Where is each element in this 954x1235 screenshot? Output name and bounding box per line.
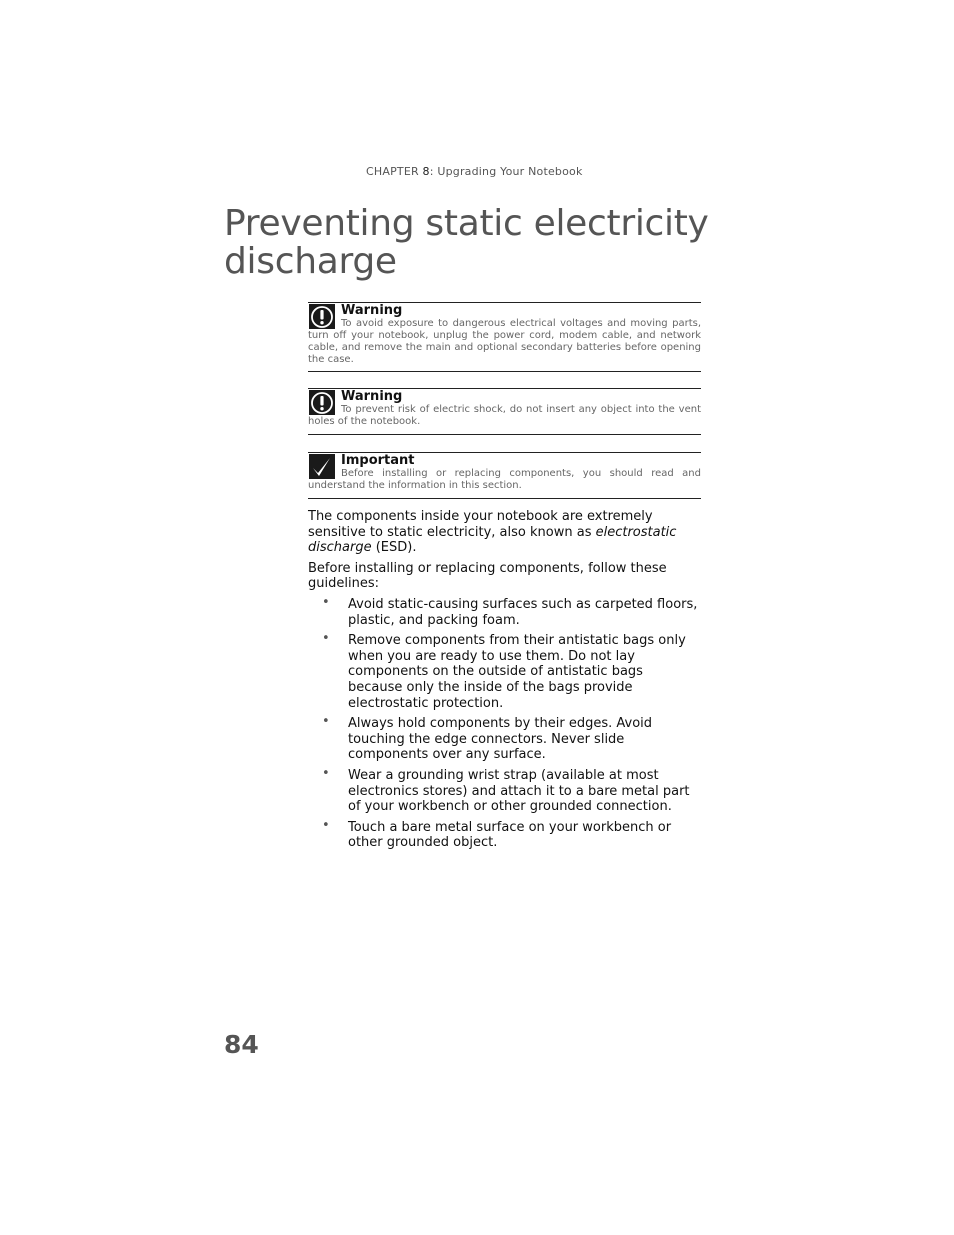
notice-heading: Warning [341, 389, 403, 404]
notice-text: To avoid exposure to dangerous electrical voltages and moving parts, turn off your notebook, unplug the power cord, modem cable, and network cable, and remove the main and optional secondary batteries before opening the case. [308, 318, 701, 365]
notice-heading: Warning [341, 303, 403, 318]
list-item [308, 765, 700, 815]
important-notice [308, 452, 701, 499]
intro-text-end: (ESD). [371, 540, 417, 556]
list-item [308, 817, 700, 851]
warning-notice-1 [308, 302, 701, 372]
exclamation-icon [309, 390, 335, 415]
bullet-icon: • [322, 714, 330, 730]
list-item [308, 633, 700, 711]
notice-text: Before installing or replacing components, you should read and understand the information in this section. [308, 468, 701, 491]
esd-term: electrostatic discharge [308, 524, 677, 556]
list-item-text: Avoid static-causing surfaces such as carpeted floors, plastic, and packing foam. [348, 596, 698, 628]
chapter-number: 8 [422, 165, 430, 178]
guidelines-intro: Before installing or replacing components, follow these guidelines: [308, 560, 667, 592]
list-item-text: Remove components from their antistatic bags only when you are ready to use them. Do not lay components on the outside of antistatic bags because only the inside of the bags provide electrostatic protection. [348, 633, 686, 711]
list-item [308, 594, 700, 628]
main-content [308, 509, 700, 856]
exclamation-icon [309, 304, 335, 329]
list-item-text: Wear a grounding wrist strap (available at most electronics stores) and attach it to a bare metal part of your workbench or other grounded connection. [348, 767, 690, 815]
bullet-icon: • [322, 631, 330, 647]
notice-heading: Important [341, 453, 415, 468]
list-item [308, 716, 700, 763]
intro-text: The components inside your notebook are extremely sensitive to static electricity, also known as [308, 509, 653, 540]
intro-paragraph [308, 509, 700, 556]
chapter-title: : Upgrading Your Notebook [429, 165, 583, 178]
chapter-label: CHAPTER [366, 165, 419, 178]
list-item-text: Always hold components by their edges. Avoid touching the edge connectors. Never slide components over any surface. [348, 716, 653, 763]
page-title: Preventing static electricity discharge [224, 203, 709, 282]
bullet-icon: • [322, 594, 330, 610]
bullet-icon: • [322, 765, 330, 781]
running-head [366, 165, 583, 178]
notice-text: To prevent risk of electric shock, do not insert any object into the vent holes of the notebook. [308, 404, 701, 427]
guidelines-list [308, 594, 700, 851]
checkmark-icon [309, 454, 335, 479]
bullet-icon: • [322, 817, 330, 833]
warning-notice-2 [308, 388, 701, 435]
page-number: 84 [224, 1030, 259, 1059]
list-item-text: Touch a bare metal surface on your workbench or other grounded object. [348, 819, 672, 851]
